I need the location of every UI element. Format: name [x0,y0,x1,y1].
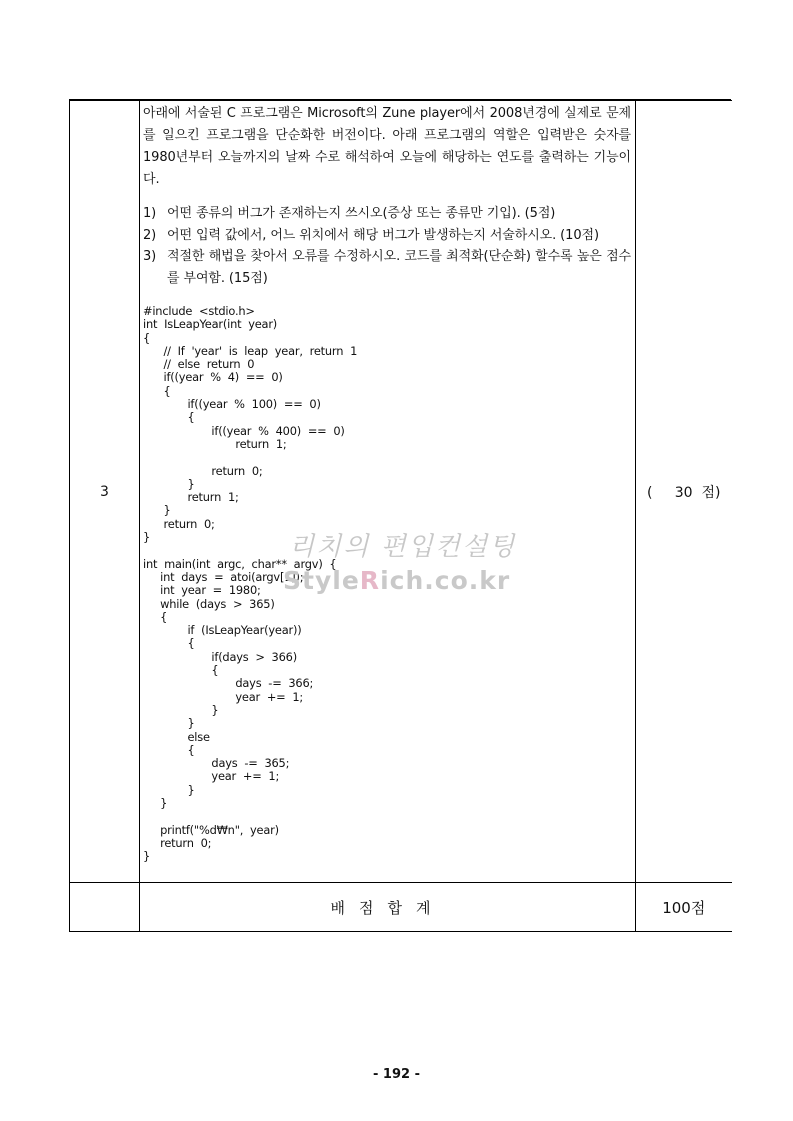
code-listing: #include <stdio.h> int IsLeapYear(int year) { // If 'year' is leap year, return 1 // else return 0 if((year % 4) == 0) { if((year % 100) == 0) { if((year % 400) == 0) return 1; return 0; } return 1; } return 0; } int main(int argc, char** argv) { int days = atoi(argv[1]); int year = 1980; while (days > 365) { if (IsLeapYear(year)) { if(days > 366) { days -= 366; year += 1; } } else { days -= 365; year += 1; } } printf("%d₩n", year) return 0; } [143,304,358,864]
sub-question [143,246,631,289]
question-content [140,101,636,883]
sub-question-text: 적절한 해법을 찾아서 오류를 수정하시오. 코드를 최적화(단순화) 할수록 높은 점수를 부여함. (15점) [167,249,631,286]
sub-question-text: 어떤 입력 값에서, 어느 위치에서 해당 버그가 발생하는지 서술하시오. (10점) [167,227,599,243]
summary-empty-cell [70,883,140,932]
question-number: 3 [70,101,140,883]
watermark-part: Sty [283,566,333,595]
question-row [70,101,732,883]
watermark-line1: 리치의 편입컨설팅 [289,532,517,562]
summary-label: 배점합계 [140,883,636,932]
sub-question-number: 2) [143,227,157,243]
sub-question-list [143,203,631,289]
exam-table [69,100,732,932]
page-number: - 192 - [373,1067,420,1082]
watermark-part: le [332,566,360,595]
sub-question [143,225,631,247]
watermark-accent: R [359,566,381,595]
sub-question-number: 3) [143,249,157,264]
summary-row [70,883,732,932]
sub-question-number: 1) [143,206,157,221]
summary-total: 100점 [636,883,732,932]
watermark-part: ich.co.kr [380,566,511,595]
sub-question [143,203,631,225]
question-score: ( 30 점) [636,101,732,883]
question-intro: 아래에 서술된 C 프로그램은 Microsoft의 Zune player에서 2008년경에 실제로 문제를 일으킨 프로그램을 단순화한 버전이다. 아래 프로그램의 역할은 입력받은 숫자를 1980년부터 오늘까지의 날짜 수로 해석하여 오늘에 해당하는 연도를 출력하는 기능이다. [143,106,631,187]
sub-question-text: 어떤 종류의 버그가 존재하는지 쓰시오(증상 또는 종류만 기입). (5점) [167,206,556,221]
